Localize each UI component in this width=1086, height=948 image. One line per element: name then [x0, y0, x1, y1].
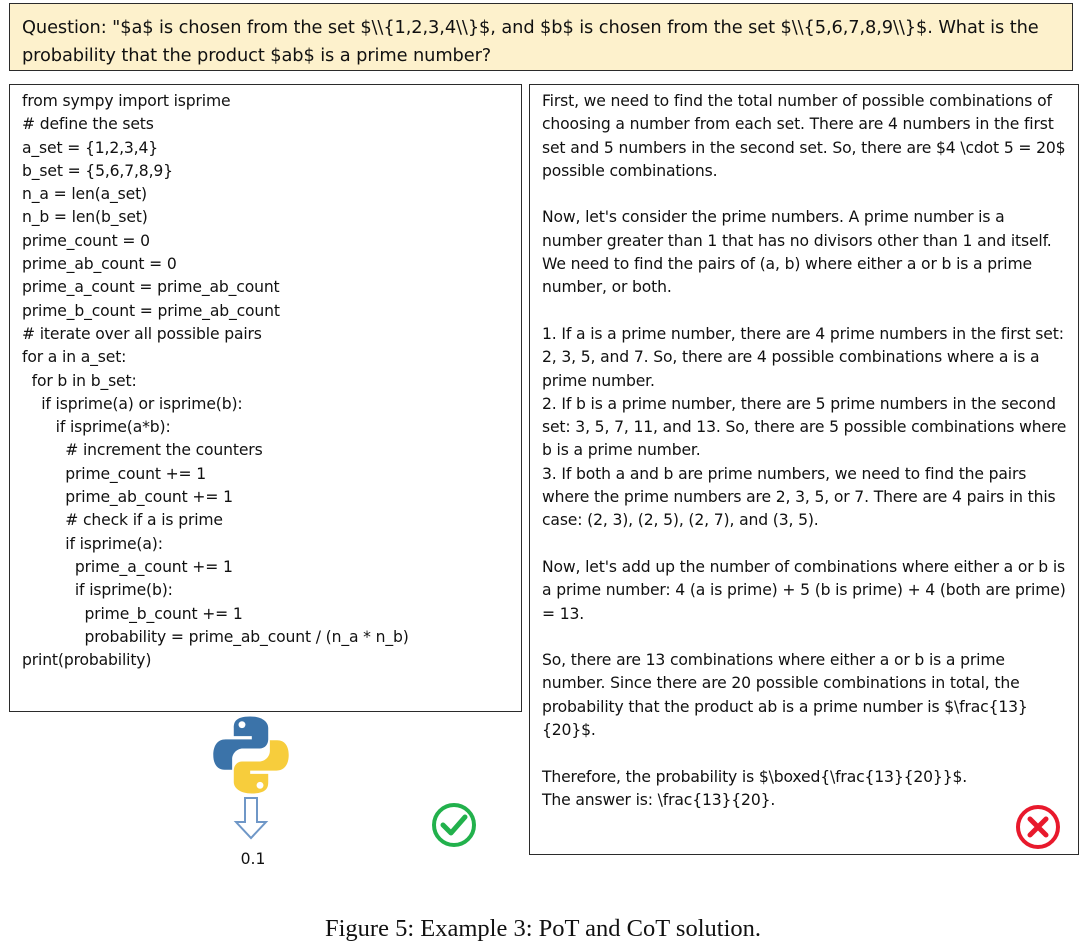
- code-line: # check if a is prime: [22, 511, 223, 530]
- python-logo: [210, 714, 292, 796]
- cot-paragraph: 1. If a is a prime number, there are 4 prime numbers in the first set: 2, 3, 5, and 7. So, there are 4 possible combinations where a is a prime number.: [542, 324, 1064, 390]
- cot-paragraph: 3. If both a and b are prime numbers, we need to find the pairs where the prime numbers are 2, 3, 5, or 7. There are 4 pairs in this case: (2, 3), (2, 5), (2, 7), and (3, 5).: [542, 464, 1056, 530]
- check-circle-icon: [431, 802, 477, 848]
- code-line: if isprime(a) or isprime(b):: [22, 394, 243, 413]
- code-line: a_set = {1,2,3,4}: [22, 138, 159, 157]
- code-line: probability = prime_ab_count / (n_a * n_b): [22, 627, 409, 646]
- code-line: if isprime(a*b):: [22, 418, 171, 437]
- code-line: prime_count = 0: [22, 231, 150, 250]
- cot-paragraph: Now, let's consider the prime numbers. A prime number is a number greater than 1 that has no divisors other than 1 and itself. We need to find the pairs of (a, b) where either a or b is a prime number, or both.: [542, 208, 1052, 297]
- code-line: n_a = len(a_set): [22, 185, 147, 204]
- code-line: prime_ab_count += 1: [22, 488, 233, 507]
- code-line: # iterate over all possible pairs: [22, 324, 262, 343]
- cot-paragraph: First, we need to find the total number of possible combinations of choosing a number from each set. There are 4 numbers in the first set and 5 numbers in the second set. So, there are $4 \cdot 5 = 20$ possible combinations.: [542, 92, 1066, 180]
- code-line: n_b = len(b_set): [22, 208, 148, 227]
- code-line: prime_b_count += 1: [22, 604, 243, 623]
- pot-output: 0.1: [240, 850, 266, 868]
- cot-paragraph: The answer is: \frac{13}{20}.: [542, 790, 776, 809]
- python-logo-eye-bottom: [257, 782, 264, 789]
- code-line: for a in a_set:: [22, 348, 127, 367]
- question-text: Question: "$a$ is chosen from the set $\\{1,2,3,4\\}$, and $b$ is chosen from the set $\\{5,6,7,8,9\\}$. What is the probability that the product $ab$ is a prime number?: [22, 17, 1039, 66]
- code-line: print(probability): [22, 651, 152, 670]
- cross-circle-icon: [1015, 804, 1061, 850]
- question-box: [9, 3, 1073, 71]
- code-line: b_set = {5,6,7,8,9}: [22, 161, 173, 180]
- code-line: prime_ab_count = 0: [22, 255, 177, 274]
- code-line: if isprime(b):: [22, 581, 173, 600]
- code-line: # define the sets: [22, 115, 154, 134]
- cot-paragraph: Therefore, the probability is $\boxed{\frac{13}{20}}$.: [542, 767, 968, 786]
- cot-paragraph: 2. If b is a prime number, there are 5 prime numbers in the second set: 3, 5, 7, 11, and 13. So, there are 5 possible combinations where b is a prime number.: [542, 394, 1067, 460]
- code-line: from sympy import isprime: [22, 92, 231, 110]
- code-line: prime_b_count = prime_ab_count: [22, 301, 280, 320]
- figure-caption: Figure 5: Example 3: PoT and CoT solution.: [325, 915, 761, 942]
- cot-paragraph: So, there are 13 combinations where either a or b is a prime number. Since there are 20 possible combinations in total, the probability that the product ab is a prime number is $\frac{13}{20}$.: [542, 651, 1028, 740]
- code-line: prime_count += 1: [22, 464, 207, 483]
- code-line: prime_a_count = prime_ab_count: [22, 278, 280, 297]
- cot-paragraph: Now, let's add up the number of combinations where either a or b is a prime number: 4 (a is prime) + 5 (b is prime) + 4 (both are prime) = 13.: [542, 557, 1066, 623]
- pot-code-panel: [9, 84, 522, 712]
- code-line: for b in b_set:: [22, 371, 137, 390]
- cot-text-panel: [529, 84, 1079, 855]
- code-line: if isprime(a):: [22, 534, 163, 553]
- code-line: prime_a_count += 1: [22, 557, 233, 576]
- code-line: # increment the counters: [22, 441, 263, 460]
- arrow-down-icon: [233, 796, 269, 840]
- python-logo-eye-top: [239, 721, 246, 728]
